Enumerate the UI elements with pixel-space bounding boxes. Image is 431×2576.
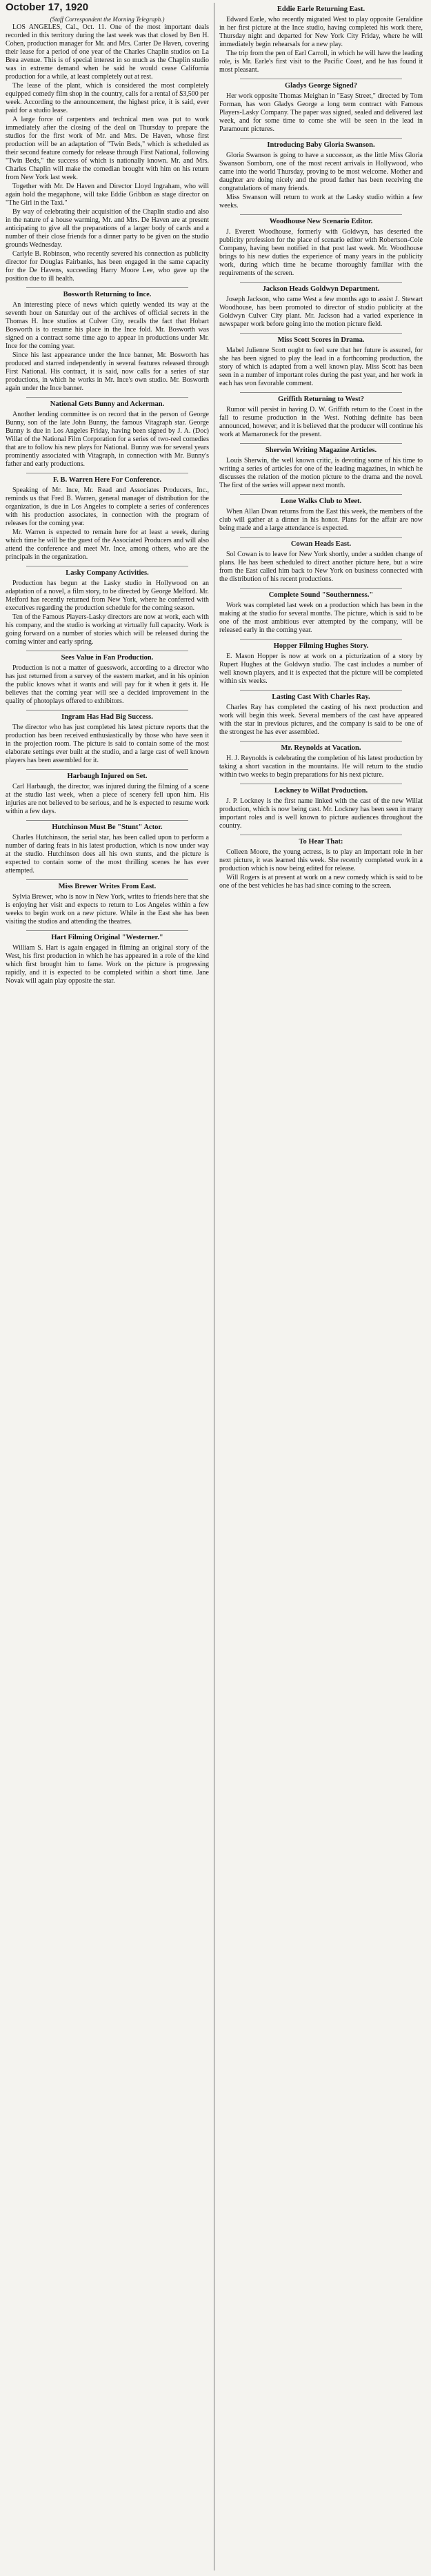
article-paragraph: Edward Earle, who recently migrated West to play opposite Geraldine in her first picture at the Ince studio, having completed his work there, Thursday night and departed for New York City Friday, where he will immediately begin rehearsals for a new play.: [219, 16, 423, 48]
article-paragraph: Since his last appearance under the Ince banner, Mr. Bosworth has produced and starred independently in several features released through First National. His contract, it is said, now calls for a series of star productions, in which he works in Mr. Ince's own studio. Mr. Bosworth again under the Ince banner.: [6, 351, 209, 392]
article-paragraph: The lease of the plant, which is considered the most completely equipped comedy film shop in the country, calls for a rental of $3,500 per week. According to the announcement, the highest price, it is said, ever paid for a studio lease.: [6, 82, 209, 114]
article-separator: [240, 443, 402, 444]
article: [219, 537, 423, 584]
article-headline: Miss Brewer Writes From East.: [58, 883, 157, 890]
article-paragraph: When Allan Dwan returns from the East this week, the members of the club will gather at a dinner in his honor. Plans for the affair are now being made and a large attendance is expected.: [219, 508, 423, 532]
article-headline: Lockney to Willat Production.: [274, 787, 368, 795]
article-headline: Hopper Filming Hughes Story.: [273, 642, 369, 650]
article: [6, 710, 209, 765]
article-separator: [26, 287, 188, 288]
article-paragraph: Charles Hutchinson, the serial star, has been called upon to perform a number of daring feats in his latest production, which is now under way at the studio. Hutchinson does all his own stunts, and the picture is expected to contain some of the most thrilling scenes he has ever attempted.: [6, 834, 209, 875]
article: [6, 15, 209, 283]
article-paragraph: LOS ANGELES, Cal., Oct. 11. One of the most important deals recorded in this territory during the last week was that closed by Ben H. Cohen, production manager for Mr. and Mrs. Carter De Haven, covering their lease for a period of one year of the Charles Chaplin studios on La Brea avenue. This is of special interest in so much as the Chaplin studio was in extreme demand when he said he would cease California production for a while, at least completely out at rest.: [6, 23, 209, 81]
article-separator: [26, 769, 188, 770]
article: [6, 566, 209, 646]
article: [219, 443, 423, 490]
article-paragraph: E. Mason Hopper is now at work on a picturization of a story by Rupert Hughes at the Goldwyn studio. The cast includes a number of well known players, and it is expected that the picture will be completed within six weeks.: [219, 653, 423, 685]
article: [219, 6, 423, 74]
article-separator: [240, 392, 402, 393]
article-headline: Introducing Baby Gloria Swanson.: [267, 141, 375, 149]
article: [219, 835, 423, 890]
article-headline: Woodhouse New Scenario Editor.: [269, 218, 373, 225]
right-column: [219, 3, 423, 2570]
article-separator: [240, 639, 402, 640]
article-paragraph: An interesting piece of news which quietly wended its way at the seventh hour on Saturday out of the archives of official secrets in the Thomas H. Ince studios at Culver City, recalls the fact that Hobart Bosworth is to resume his place in the Ince fold. Mr. Bosworth was signed on a contract some time ago to appear in productions under Mr. Ince for the coming year.: [6, 301, 209, 350]
article: [6, 930, 209, 985]
article-separator: [240, 138, 402, 139]
article: [219, 588, 423, 635]
article-headline: National Gets Bunny and Ackerman.: [50, 400, 165, 408]
article-headline: Harbaugh Injured on Set.: [67, 773, 148, 780]
page-date: October 17, 1920: [6, 1, 89, 13]
article-separator: [26, 397, 188, 398]
article-headline: Lasting Cast With Charles Ray.: [272, 693, 370, 701]
article-paragraph: Joseph Jackson, who came West a few months ago to assist J. Stewart Woodhouse, has been promoted to director of studio publicity at the Goldwyn Culver City plant. Mr. Jackson had a varied experience in newspaper work before going into the motion picture field.: [219, 296, 423, 328]
article-paragraph: By way of celebrating their acquisition of the Chaplin studio and also in the nature of a house warming, Mr. and Mrs. De Haven are at present anticipating to give all the preparations of a larger body of cards and a number of their close friends for a dinner party to be given on the studio grounds Wednesday.: [6, 208, 209, 249]
article-headline: Cowan Heads East.: [290, 540, 352, 548]
article-paragraph: Miss Swanson will return to work at the Lasky studio within a few weeks.: [219, 194, 423, 209]
article: [219, 784, 423, 830]
article-headline: To Hear That:: [299, 838, 343, 846]
article-separator: [240, 588, 402, 589]
article-paragraph: Carl Harbaugh, the director, was injured during the filming of a scene at the studio last week, when a piece of scenery fell upon him. His injuries are not believed to be serious, and he is expected to resume work within a few days.: [6, 783, 209, 815]
article: [6, 769, 209, 816]
article-paragraph: Carlyle B. Robinson, who recently severed his connection as publicity director for Douglas Fairbanks, has been engaged in the same capacity for the De Havens, succeeding Harry Moore Lee, who gave up the position due to ill health.: [6, 250, 209, 283]
article-paragraph: Her work opposite Thomas Meighan in "Easy Street," directed by Tom Forman, has won Gladys George a long term contract with Famous Players-Lasky Company. The paper was signed, sealed and delivered last week, and for some time to come she will be seen in the lead in Paramount pictures.: [219, 92, 423, 133]
article-headline: Ingram Has Had Big Success.: [61, 713, 153, 721]
article: [219, 392, 423, 439]
article-paragraph: Another lending committee is on record that in the person of George Bunny, son of the late John Bunny, the famous Vitagraph star. George Bunny is due in Los Angeles Friday, having been signed by J. A. (Doc) Willat of the National Film Corporation for a series of two-reel comedies that are to follow his new plays for National. Bunny was for several years prominently associated with Vitagraph, in connection with Mr. Bunny's father and early productions.: [6, 411, 209, 468]
article: [219, 214, 423, 278]
article: [219, 690, 423, 737]
article-paragraph: J. P. Lockney is the first name linked with the cast of the new Willat production, which is now being cast. Mr. Lockney has been seen in many important roles and is well known to picture audiences throughout the country.: [219, 797, 423, 830]
article-paragraph: Production has begun at the Lasky studio in Hollywood on an adaptation of a novel, a film story, to be directed by George Melford. Mr. Melford has recently returned from New York, where he conferred with executives regarding the production schedule for the coming season.: [6, 580, 209, 612]
article-headline: Complete Sound "Southernness.": [268, 591, 374, 599]
article-headline: F. B. Warren Here For Conference.: [52, 476, 162, 484]
article-headline: Jackson Heads Goldwyn Department.: [262, 285, 380, 293]
article: [219, 741, 423, 779]
article-paragraph: A large force of carpenters and technical men was put to work immediately after the closing of the deal on Thursday to prepare the studios for the first work of Mr. and Mrs. De Haven, whose first production will be an adaptation of "Twin Beds," which is scheduled as their second feature comedy for release through First National, following "Twin Beds," the success of which is nationally known. Mr. and Mrs. Charles Chaplin will make the comedian brought with him on his return from New York last week.: [6, 116, 209, 181]
article-headline: Lone Walks Club to Meet.: [280, 498, 362, 505]
article-headline: Griffith Returning to West?: [278, 396, 364, 403]
article-paragraph: Rumor will persist in having D. W. Griffith return to the Coast in the fall to resume production in the West. Nothing definite has been announced, however, and it is believed that the producer will continue his work at Mamaroneck for the present.: [219, 406, 423, 438]
article-paragraph: Charles Ray has completed the casting of his next production and work will begin this week. Several members of the cast have appeared with the star in previous pictures, and the company is said to be one of the strongest he has ever assembled.: [219, 704, 423, 736]
article: [6, 651, 209, 706]
article: [6, 879, 209, 926]
article-separator: [26, 820, 188, 821]
article-separator: [240, 741, 402, 742]
article-paragraph: The trip from the pen of Earl Carroll, in which he will have the leading role, is Mr. Earle's first visit to the Pacific Coast, and he has found it most pleasant.: [219, 50, 423, 74]
article: [219, 138, 423, 210]
article-paragraph: Production is not a matter of guesswork, according to a director who has just returned from a survey of the eastern market, and in his opinion the public knows what it wants and will pay for it when it gets it. He believes that the coming year will see a decided improvement in the quality of photoplays offered to exhibitors.: [6, 664, 209, 705]
article-headline: Miss Scott Scores in Drama.: [277, 336, 365, 344]
article-separator: [240, 690, 402, 691]
article-paragraph: Colleen Moore, the young actress, is to play an important role in her next picture, it was learned this week. She recently completed work in a production which is now being edited for release.: [219, 848, 423, 872]
article: [6, 820, 209, 875]
article-separator: [240, 537, 402, 538]
article-paragraph: J. Everett Woodhouse, formerly with Goldwyn, has deserted the publicity profession for the place of scenario editor with Robertson-Cole Company, having been notified in that post last week. Mr. Woodhouse brings to his new duties the experience of many years in the publicity work, during which time he became thoroughly familiar with the requirements of the screen.: [219, 228, 423, 277]
article-paragraph: Work was completed last week on a production which has been in the making at the studio for several months. The picture, which is said to be one of the most ambitious ever attempted by the company, will be released early in the coming year.: [219, 602, 423, 634]
article: [219, 494, 423, 533]
article-paragraph: The director who has just completed his latest picture reports that the production has been received enthusiastically by those who have seen it in the projection room. The picture is said to contain some of the most elaborate settings ever built at the studio, and a large cast of well known players has been assembled for it.: [6, 724, 209, 764]
article-headline: Sherwin Writing Magazine Articles.: [265, 447, 377, 454]
article-paragraph: Will Rogers is at present at work on a new comedy which is said to be one of the best vehicles he has had since coming to the screen.: [219, 874, 423, 890]
article-separator: [26, 879, 188, 880]
article-paragraph: Mr. Warren is expected to remain here for at least a week, during which time he will be the guest of the Associated Producers and will also attend the conference and meet Mr. Ince, among others, who are the principals in the organization.: [6, 529, 209, 561]
article-paragraph: Ten of the Famous Players-Lasky directors are now at work, each with his company, and the studio is working at virtually full capacity. Work is going forward on a number of stories which will be released during the coming winter and early spring.: [6, 613, 209, 646]
article-headline: Bosworth Returning to Ince.: [63, 291, 152, 298]
article: [219, 79, 423, 134]
article-separator: [240, 282, 402, 283]
article-paragraph: Speaking of Mr. Ince, Mr. Read and Associates Producers, Inc., reminds us that Fred B. Warren, general manager of distribution for the organization, is due in Los Angeles to complete a series of conferences with his production associates, in connection with the program of releases for the coming year.: [6, 487, 209, 527]
article-separator: [240, 214, 402, 215]
article-paragraph: William S. Hart is again engaged in filming an original story of the West, his first production in which he has appeared in a role of the kind which first brought him to fame. Work on the picture is progressing rapidly, and it is expected to be completed within a short time. Jane Novak will again play opposite the star.: [6, 944, 209, 985]
article-separator: [240, 494, 402, 495]
article-headline: Sees Value in Fan Production.: [61, 654, 154, 662]
article-headline: Eddie Earle Returning East.: [277, 6, 365, 13]
left-column: [6, 15, 209, 2565]
article: [219, 282, 423, 329]
article-headline: Lasky Company Activities.: [66, 569, 149, 577]
article-dateline: (Staff Correspondent the Morning Telegraph.): [50, 16, 165, 23]
article-headline: Mr. Reynolds at Vacation.: [281, 744, 361, 752]
article-paragraph: Louis Sherwin, the well known critic, is devoting some of his time to writing a series of articles for one of the leading magazines, in which he discusses the relation of the motion picture to the drama and the novel. The first of the series will appear next month.: [219, 457, 423, 489]
article: [6, 287, 209, 393]
article-paragraph: H. J. Reynolds is celebrating the completion of his latest production by taking a short vacation in the mountains. He will return to the studio within two weeks to begin preparations for his next picture.: [219, 755, 423, 779]
article-paragraph: Mabel Julienne Scott ought to feel sure that her future is assured, for she has been signed to play the lead in a forthcoming production, the story of which is adapted from a well known play. Miss Scott has been seen in a number of important roles during the past year, and her work in each has won favorable comment.: [219, 347, 423, 387]
article-paragraph: Sol Cowan is to leave for New York shortly, under a sudden change of plans. He has been scheduled to direct another picture here, but a wire from the East called him back to New York on business connected with the distribution of his recent productions.: [219, 551, 423, 583]
article-paragraph: Sylvia Brewer, who is now in New York, writes to friends here that she is enjoying her visit and expects to return to Los Angeles within a few weeks to begin work on a new picture. While in the East she has been visiting the studios and attending the theatres.: [6, 893, 209, 926]
article-separator: [26, 930, 188, 931]
article-headline: Hutchinson Must Be "Stunt" Actor.: [52, 824, 163, 831]
article-headline: Gladys George Signed?: [284, 82, 357, 90]
article: [219, 639, 423, 686]
article-headline: Hart Filming Original "Westerner.": [51, 934, 163, 941]
article: [6, 397, 209, 469]
article-separator: [26, 710, 188, 711]
article: [6, 473, 209, 562]
article-paragraph: Together with Mr. De Haven and Director Lloyd Ingraham, who will again hold the megaphone, will take Eddie Gribbon as stage director on "The Girl in the Taxi.": [6, 183, 209, 207]
article-paragraph: Gloria Swanson is going to have a successor, as the little Miss Gloria Swanson Somborn, one of the most recent arrivals in Hollywood, who came into the world Thursday, proving to be most welcome. Mother and daughter are doing nicely and the proud father has been receiving the congratulations of many friends.: [219, 152, 423, 192]
article-separator: [240, 333, 402, 334]
article: [219, 333, 423, 388]
